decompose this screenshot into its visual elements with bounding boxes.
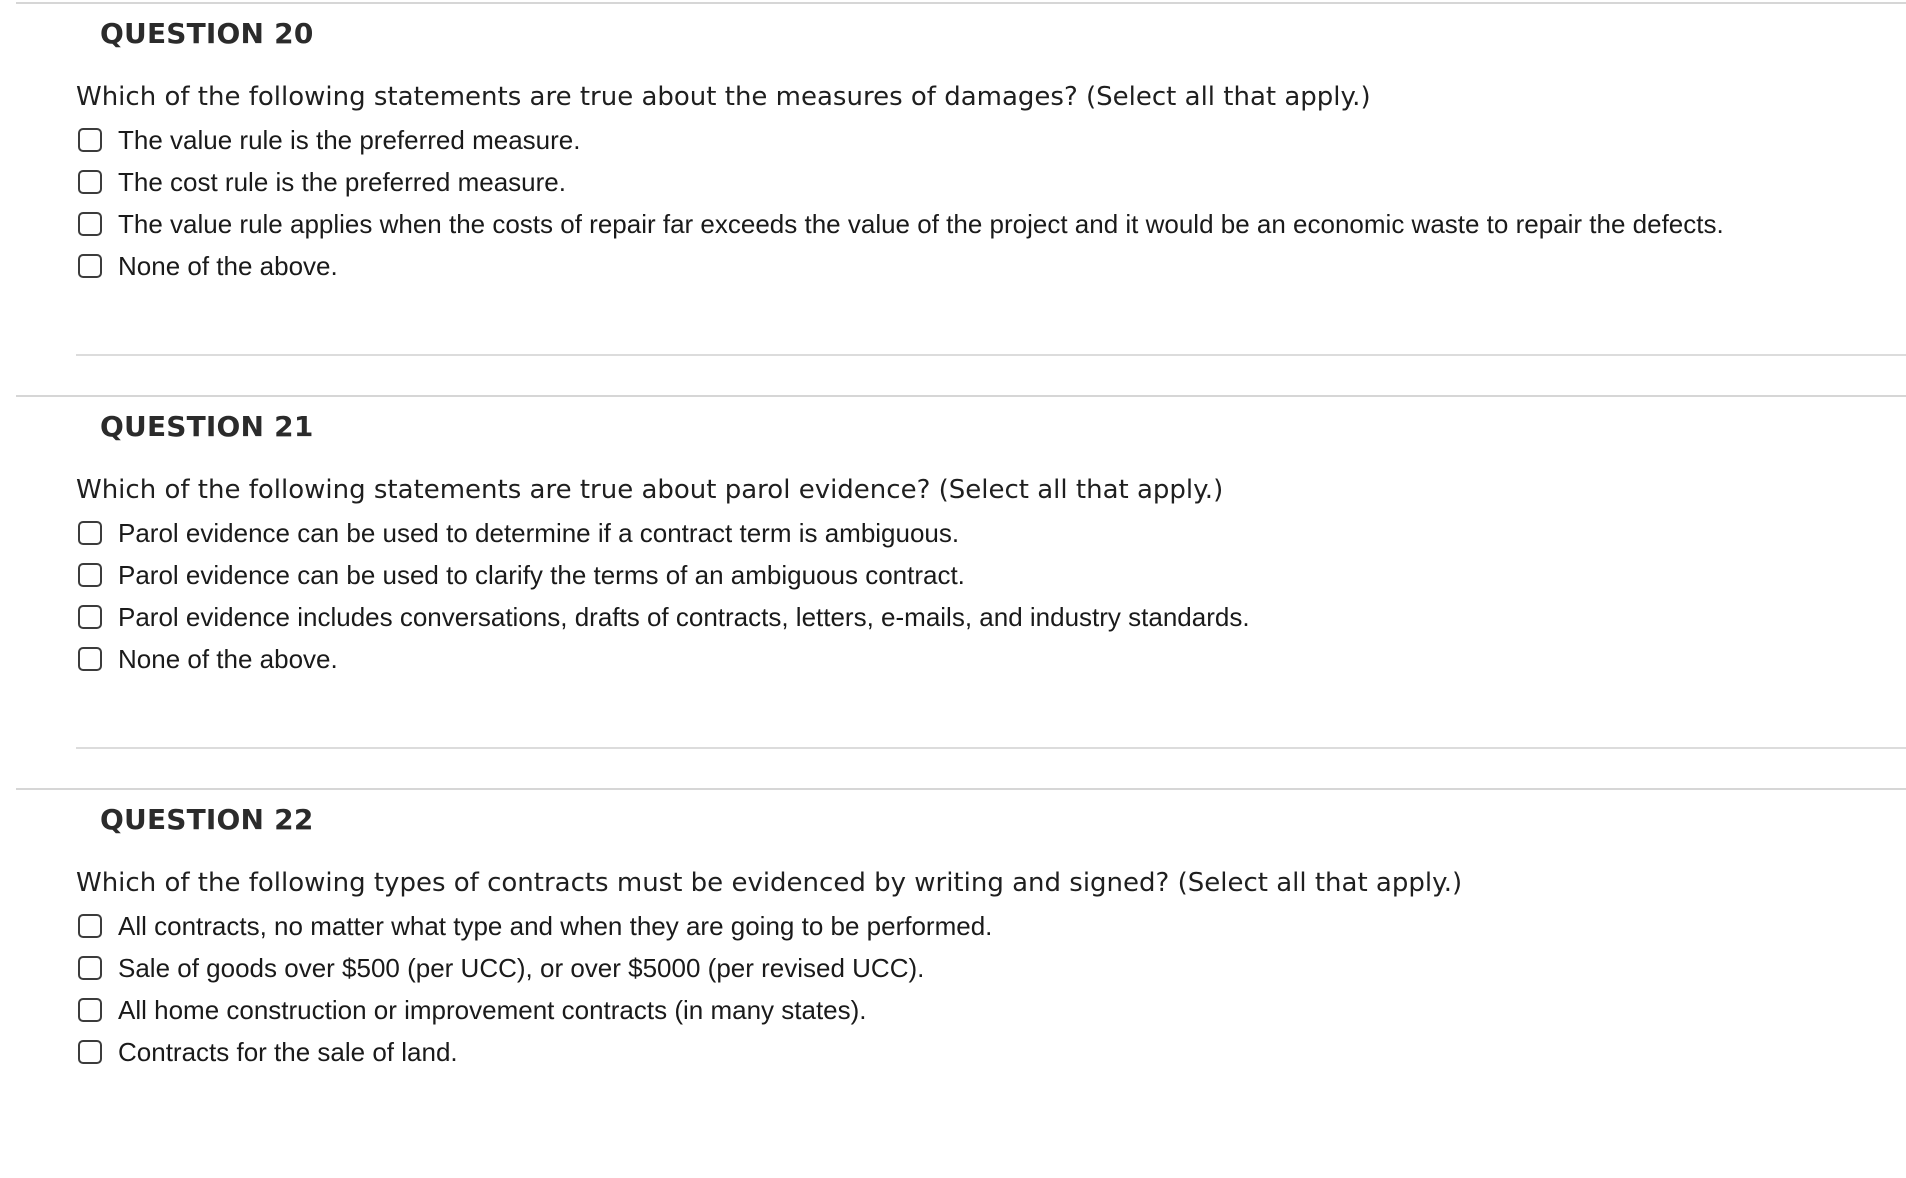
checkbox[interactable] [78, 563, 102, 587]
checkbox[interactable] [78, 605, 102, 629]
checkbox[interactable] [78, 254, 102, 278]
checkbox[interactable] [78, 128, 102, 152]
checkbox[interactable] [78, 914, 102, 938]
question-22 [0, 788, 1906, 1178]
option-label[interactable]: All home construction or improvement contracts (in many states). [118, 995, 867, 1025]
option-label[interactable]: The value rule applies when the costs of repair far exceeds the value of the project and it would be an economic waste to repair the defects. [118, 209, 1724, 239]
answer-option[interactable] [78, 947, 992, 989]
option-label[interactable]: Parol evidence can be used to clarify the terms of an ambiguous contract. [118, 560, 965, 590]
answer-option[interactable] [78, 512, 1250, 554]
checkbox[interactable] [78, 998, 102, 1022]
checkbox[interactable] [78, 956, 102, 980]
option-label[interactable]: The value rule is the preferred measure. [118, 125, 581, 155]
answer-option[interactable] [78, 989, 992, 1031]
checkbox[interactable] [78, 1040, 102, 1064]
question-21 [0, 395, 1906, 785]
option-label[interactable]: Sale of goods over $500 (per UCC), or over $5000 (per revised UCC). [118, 953, 925, 983]
checkbox[interactable] [78, 170, 102, 194]
question-title: QUESTION 21 [100, 410, 314, 443]
question-divider [16, 2, 1906, 4]
answer-option[interactable] [78, 638, 1250, 680]
answer-option[interactable] [78, 554, 1250, 596]
answer-option[interactable] [78, 245, 1724, 287]
answer-option[interactable] [78, 119, 1724, 161]
question-divider [16, 395, 1906, 397]
answer-options [78, 512, 1250, 680]
question-text: Which of the following types of contracts must be evidenced by writing and signed? (Select all that apply.) [76, 868, 1463, 898]
answer-option[interactable] [78, 161, 1724, 203]
answer-option[interactable] [78, 203, 1724, 245]
question-title: QUESTION 20 [100, 17, 314, 50]
checkbox[interactable] [78, 521, 102, 545]
option-label[interactable]: Parol evidence can be used to determine if a contract term is ambiguous. [118, 518, 960, 548]
option-label[interactable]: None of the above. [118, 644, 338, 674]
option-label[interactable]: All contracts, no matter what type and when they are going to be performed. [118, 911, 993, 941]
option-label[interactable]: Parol evidence includes conversations, drafts of contracts, letters, e-mails, and industry standards. [118, 602, 1250, 632]
question-text: Which of the following statements are true about the measures of damages? (Select all that apply.) [76, 82, 1371, 112]
checkbox[interactable] [78, 212, 102, 236]
question-footer-divider [76, 747, 1906, 749]
option-label[interactable]: Contracts for the sale of land. [118, 1037, 458, 1067]
answer-option[interactable] [78, 596, 1250, 638]
answer-option[interactable] [78, 905, 992, 947]
question-divider [16, 788, 1906, 790]
answer-options [78, 119, 1724, 287]
answer-option[interactable] [78, 1031, 992, 1073]
checkbox[interactable] [78, 647, 102, 671]
option-label[interactable]: None of the above. [118, 251, 338, 281]
question-title: QUESTION 22 [100, 803, 314, 836]
answer-options [78, 905, 992, 1073]
question-footer-divider [76, 354, 1906, 356]
question-20 [0, 2, 1906, 392]
question-text: Which of the following statements are true about parol evidence? (Select all that apply.) [76, 475, 1224, 505]
option-label[interactable]: The cost rule is the preferred measure. [118, 167, 566, 197]
